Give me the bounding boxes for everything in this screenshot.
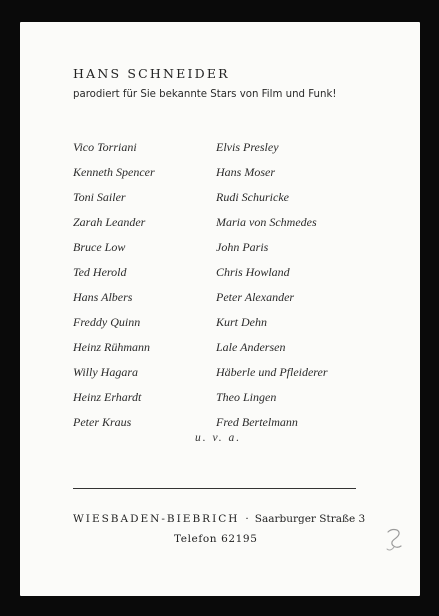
star-name: Hans Albers [73,290,133,304]
star-name: Chris Howland [216,265,290,279]
address-separator: · [245,513,249,525]
star-name: Ted Herold [73,265,127,279]
and-many-more: u. v. a. [195,432,242,444]
pencil-mark-icon [380,522,410,556]
star-name: Bruce Low [73,240,126,254]
address-street: Saarburger Straße 3 [254,513,366,525]
star-name: Freddy Quinn [73,315,141,329]
star-name: Heinz Erhardt [73,390,142,404]
star-name: Fred Bertelmann [216,415,298,429]
star-name: Vico Torriani [73,140,137,154]
star-name: Maria von Schmedes [216,215,317,229]
star-name: Toni Sailer [73,190,126,204]
star-name: John Paris [216,240,269,254]
phone-number: Telefon 62195 [174,533,258,545]
star-name: Peter Alexander [216,290,295,304]
star-name: Kenneth Spencer [73,165,155,179]
performer-name: HANS SCHNEIDER [73,66,230,81]
star-name: Kurt Dehn [216,315,267,329]
stars-list-right [216,135,328,435]
star-name: Theo Lingen [216,390,277,404]
postcard [20,22,420,596]
stars-list-left [73,135,155,435]
star-name: Heinz Rühmann [73,340,150,354]
star-name: Willy Hagara [73,365,138,379]
star-name: Rudi Schuricke [216,190,289,204]
star-name: Hans Moser [216,165,275,179]
star-name: Peter Kraus [73,415,132,429]
address-city: WIESBADEN-BIEBRICH [73,513,240,525]
star-name: Zarah Leander [73,215,146,229]
star-name: Lale Andersen [216,340,286,354]
address-line [73,513,365,525]
performer-tagline: parodiert für Sie bekannte Stars von Film und Funk! [73,89,337,100]
divider-line [73,488,356,489]
star-name: Elvis Presley [216,140,279,154]
star-name: Häberle und Pfleiderer [216,365,328,379]
